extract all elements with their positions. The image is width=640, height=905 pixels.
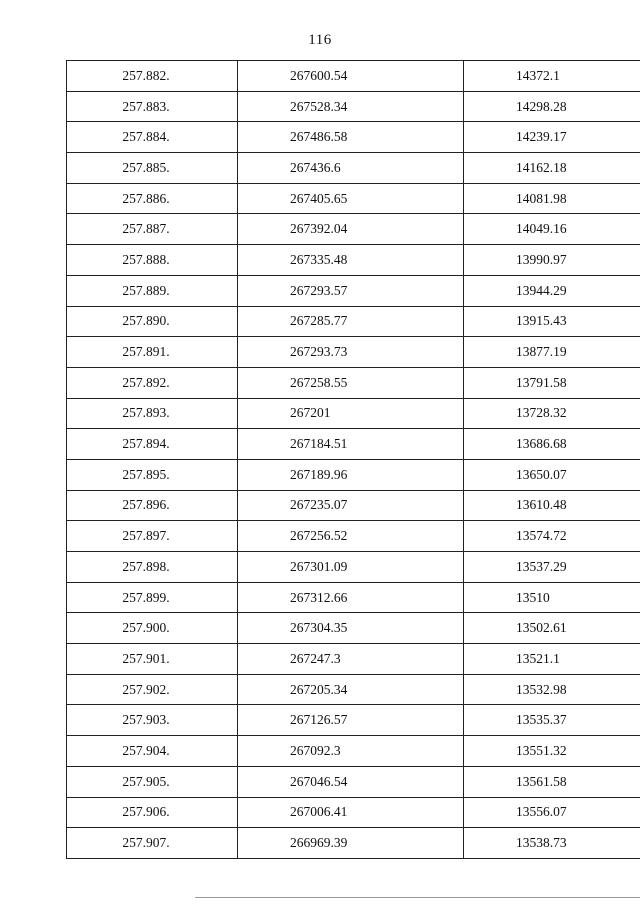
table-row (67, 306, 640, 337)
table-row (67, 429, 640, 460)
y-coordinate-cell: 13915.43 (464, 306, 640, 337)
table-row (67, 521, 640, 552)
table-row (67, 275, 640, 306)
y-coordinate-cell: 13502.61 (464, 613, 640, 644)
point-number-cell: 257.887. (67, 214, 238, 245)
y-coordinate-cell: 13532.98 (464, 674, 640, 705)
y-coordinate-cell: 13686.68 (464, 429, 640, 460)
y-coordinate-cell: 13791.58 (464, 367, 640, 398)
table-row (67, 183, 640, 214)
y-coordinate-cell: 13561.58 (464, 766, 640, 797)
point-number-cell: 257.890. (67, 306, 238, 337)
y-coordinate-cell: 13556.07 (464, 797, 640, 828)
point-number-cell: 257.883. (67, 91, 238, 122)
y-coordinate-cell: 13650.07 (464, 459, 640, 490)
point-number-cell: 257.891. (67, 337, 238, 368)
point-number-cell: 257.882. (67, 61, 238, 92)
y-coordinate-cell: 13574.72 (464, 521, 640, 552)
y-coordinate-cell: 13944.29 (464, 275, 640, 306)
y-coordinate-cell: 13877.19 (464, 337, 640, 368)
table-row (67, 766, 640, 797)
x-coordinate-cell: 267285.77 (238, 306, 464, 337)
table-row (67, 582, 640, 613)
x-coordinate-cell: 267006.41 (238, 797, 464, 828)
table-row (67, 337, 640, 368)
x-coordinate-cell: 267304.35 (238, 613, 464, 644)
x-coordinate-cell: 267205.34 (238, 674, 464, 705)
table-row (67, 552, 640, 583)
x-coordinate-cell: 267189.96 (238, 459, 464, 490)
point-number-cell: 257.884. (67, 122, 238, 153)
y-coordinate-cell: 14081.98 (464, 183, 640, 214)
x-coordinate-cell: 267405.65 (238, 183, 464, 214)
point-number-cell: 257.888. (67, 245, 238, 276)
table-row (67, 674, 640, 705)
table-row (67, 736, 640, 767)
page-number: 116 (308, 32, 332, 48)
x-coordinate-cell: 267312.66 (238, 582, 464, 613)
x-coordinate-cell: 267256.52 (238, 521, 464, 552)
table-row (67, 705, 640, 736)
table-row (67, 644, 640, 675)
point-number-cell: 257.899. (67, 582, 238, 613)
y-coordinate-cell: 13551.32 (464, 736, 640, 767)
x-coordinate-cell: 267092.3 (238, 736, 464, 767)
point-number-cell: 257.889. (67, 275, 238, 306)
x-coordinate-cell: 267486.58 (238, 122, 464, 153)
x-coordinate-cell: 267293.57 (238, 275, 464, 306)
x-coordinate-cell: 267046.54 (238, 766, 464, 797)
table-row (67, 122, 640, 153)
point-number-cell: 257.904. (67, 736, 238, 767)
x-coordinate-cell: 267293.73 (238, 337, 464, 368)
y-coordinate-cell: 13610.48 (464, 490, 640, 521)
point-number-cell: 257.894. (67, 429, 238, 460)
x-coordinate-cell: 266969.39 (238, 828, 464, 859)
coordinates-table-body (67, 61, 640, 859)
point-number-cell: 257.900. (67, 613, 238, 644)
point-number-cell: 257.892. (67, 367, 238, 398)
table-row (67, 613, 640, 644)
point-number-cell: 257.906. (67, 797, 238, 828)
table-row (67, 490, 640, 521)
point-number-cell: 257.905. (67, 766, 238, 797)
point-number-cell: 257.885. (67, 153, 238, 184)
x-coordinate-cell: 267184.51 (238, 429, 464, 460)
point-number-cell: 257.893. (67, 398, 238, 429)
x-coordinate-cell: 267436.6 (238, 153, 464, 184)
point-number-cell: 257.898. (67, 552, 238, 583)
x-coordinate-cell: 267335.48 (238, 245, 464, 276)
x-coordinate-cell: 267392.04 (238, 214, 464, 245)
table-row (67, 828, 640, 859)
y-coordinate-cell: 14372.1 (464, 61, 640, 92)
y-coordinate-cell: 13990.97 (464, 245, 640, 276)
point-number-cell: 257.901. (67, 644, 238, 675)
table-row (67, 91, 640, 122)
point-number-cell: 257.902. (67, 674, 238, 705)
table-row (67, 367, 640, 398)
y-coordinate-cell: 14239.17 (464, 122, 640, 153)
y-coordinate-cell: 13535.37 (464, 705, 640, 736)
x-coordinate-cell: 267258.55 (238, 367, 464, 398)
point-number-cell: 257.907. (67, 828, 238, 859)
y-coordinate-cell: 13538.73 (464, 828, 640, 859)
coordinates-table (66, 60, 640, 859)
y-coordinate-cell: 14049.16 (464, 214, 640, 245)
x-coordinate-cell: 267301.09 (238, 552, 464, 583)
x-coordinate-cell: 267126.57 (238, 705, 464, 736)
y-coordinate-cell: 13537.29 (464, 552, 640, 583)
table-row (67, 459, 640, 490)
y-coordinate-cell: 14298.28 (464, 91, 640, 122)
table-row (67, 214, 640, 245)
x-coordinate-cell: 267201 (238, 398, 464, 429)
table-row (67, 153, 640, 184)
point-number-cell: 257.895. (67, 459, 238, 490)
point-number-cell: 257.896. (67, 490, 238, 521)
table-row (67, 797, 640, 828)
table-row (67, 245, 640, 276)
y-coordinate-cell: 13728.32 (464, 398, 640, 429)
x-coordinate-cell: 267528.34 (238, 91, 464, 122)
y-coordinate-cell: 13521.1 (464, 644, 640, 675)
point-number-cell: 257.903. (67, 705, 238, 736)
y-coordinate-cell: 13510 (464, 582, 640, 613)
table-row (67, 61, 640, 92)
table-row (67, 398, 640, 429)
bottom-divider (195, 897, 640, 898)
x-coordinate-cell: 267235.07 (238, 490, 464, 521)
x-coordinate-cell: 267600.54 (238, 61, 464, 92)
y-coordinate-cell: 14162.18 (464, 153, 640, 184)
point-number-cell: 257.897. (67, 521, 238, 552)
point-number-cell: 257.886. (67, 183, 238, 214)
x-coordinate-cell: 267247.3 (238, 644, 464, 675)
